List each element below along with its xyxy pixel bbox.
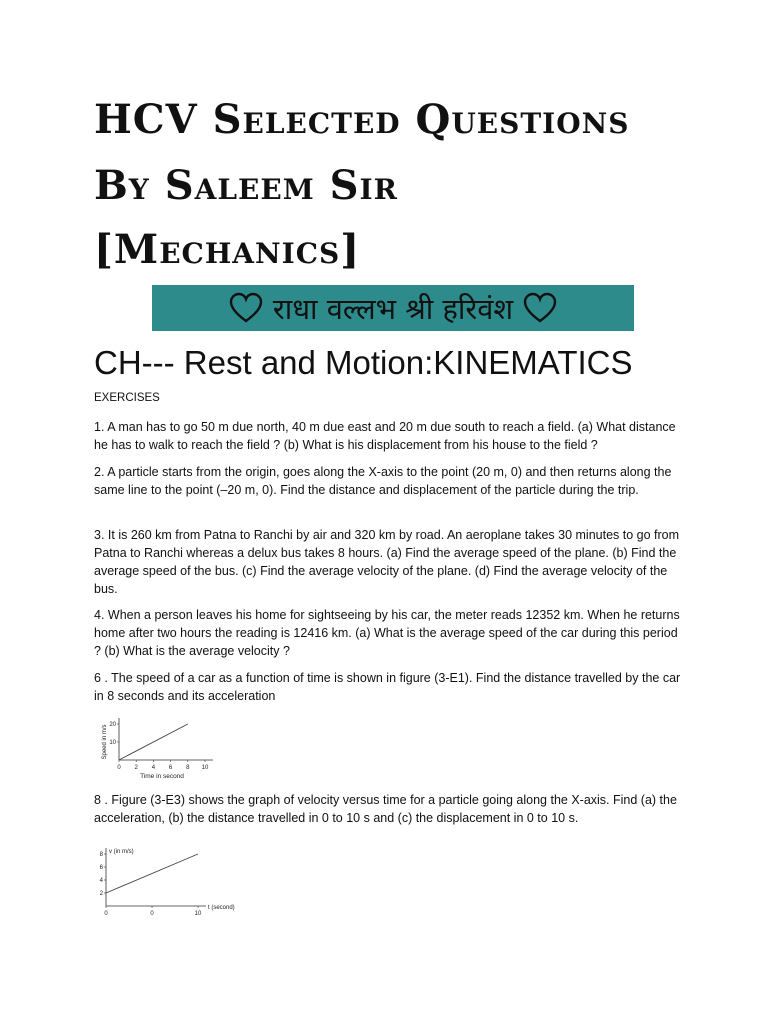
series-line: [119, 724, 188, 760]
y-tick-label: 2: [99, 891, 103, 897]
heart-outline-icon: [229, 292, 263, 324]
x-tick-label: 10: [194, 911, 202, 917]
title-line-1: HCV Selected Questions: [94, 96, 630, 143]
series-line: [106, 854, 198, 893]
x-tick-label: 0: [150, 911, 154, 917]
heart-outline-icon: [523, 292, 557, 324]
x-tick-label: 4: [151, 765, 156, 771]
question-3: 3. It is 260 km from Patna to Ranchi by air and 320 km by road. An aeroplane takes 30 minutes to go from Patna to Ranchi whereas a delux bus takes 8 hours. (a) Find the average speed of the plane. (b) Find the average speed of the bus. (c) Find the average velocity of the plane. (d) Find the average velocity of the bus.: [94, 528, 680, 596]
x-tick-label: 6: [168, 765, 173, 771]
devotional-banner: [152, 285, 634, 331]
y-axis-label: Speed in m/s: [102, 724, 108, 760]
title-line-3: [Mechanics]: [94, 226, 361, 273]
exercises-label: EXERCISES: [94, 392, 160, 404]
question-2: 2. A particle starts from the origin, goes along the X-axis to the point (20 m, 0) and then returns along the same line to the point (–20 m, 0). Find the distance and displacement of the particle during the trip.: [94, 465, 672, 497]
x-tick-label: 10: [201, 765, 209, 771]
speed-time-chart: [95, 714, 220, 782]
y-tick-label: 10: [109, 740, 116, 746]
y-tick-label: 20: [109, 722, 116, 728]
chapter-heading: CH--- Rest and Motion:KINEMATICS: [94, 344, 633, 381]
x-tick-label: 8: [186, 765, 190, 771]
y-axis-label: v (in m/s): [109, 849, 134, 855]
figure-3-e3: [92, 836, 252, 922]
question-4: 4. When a person leaves his home for sightseeing by his car, the meter reads 12352 km. When he returns home after two hours the reading is 12416 km. (a) What is the average speed of the car during this period ? (b) What is the average velocity ?: [94, 608, 680, 658]
x-axis-label: Time in second: [140, 773, 184, 780]
x-tick-label: 2: [134, 765, 138, 771]
question-8: 8 . Figure (3-E3) shows the graph of velocity versus time for a particle going along the X-axis. Find (a) the acceleration, (b) the distance travelled in 0 to 10 s and (c) the displacement in 0 to 10 s.: [94, 793, 677, 825]
banner-text: राधा वल्लभ श्री हरिवंश: [272, 291, 514, 326]
y-tick-label: 6: [99, 865, 103, 871]
figure-3-e1: [95, 714, 220, 786]
x-tick-label: 0: [104, 911, 108, 917]
x-tick-label: 0: [117, 765, 121, 771]
x-axis-label: t (second): [208, 905, 235, 911]
title-line-2: By Saleem Sir: [94, 162, 398, 209]
question-1: 1. A man has to go 50 m due north, 40 m due east and 20 m due south to reach a field. (a) What distance he has to walk to reach the field ? (b) What is his displacement from his house to the field ?: [94, 420, 676, 452]
y-tick-label: 4: [99, 878, 103, 884]
question-6: 6 . The speed of a car as a function of time is shown in figure (3-E1). Find the distance travelled by the car in 8 seconds and its acceleration: [94, 671, 681, 703]
velocity-time-chart: [92, 836, 252, 918]
y-tick-label: 8: [99, 852, 103, 858]
